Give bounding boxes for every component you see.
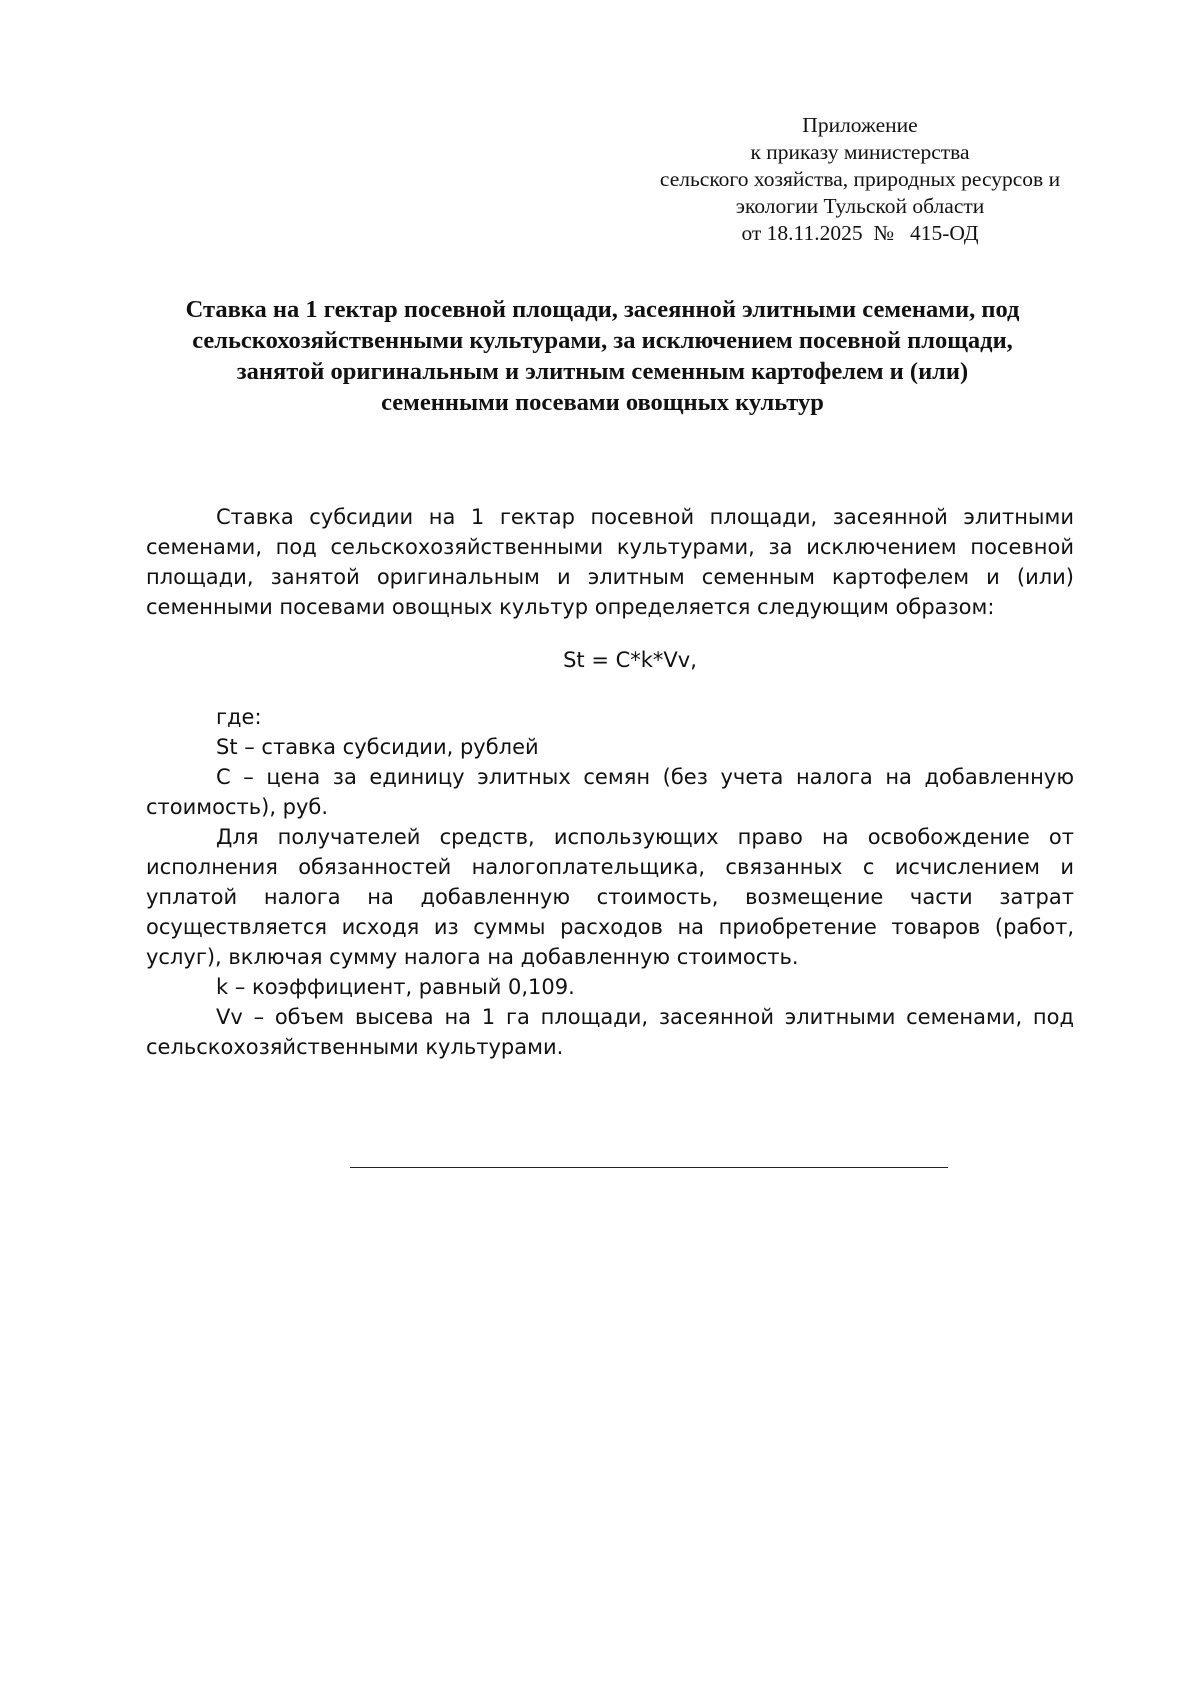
definition-vv: Vv – объем высева на 1 га площади, засеянной элитными семенами, под сельскохозяйственными культурами. bbox=[146, 1005, 1074, 1059]
definition-c: C – цена за единицу элитных семян (без учета налога на добавленную стоимость), руб. bbox=[146, 765, 1074, 819]
intro-paragraph: Ставка субсидии на 1 гектар посевной площади, засеянной элитными семенами, под сельскохозяйственными культурами, за исключением посевной площади, занятой оригинальным и элитным семенным картофелем и (или) семенными посевами овощных культур определяется следующим образом: bbox=[146, 505, 1074, 619]
document-title bbox=[130, 294, 1075, 418]
where-label: где: bbox=[216, 705, 262, 729]
appendix-order-reference: от 18.11.2025 № 415-ОД bbox=[741, 221, 979, 245]
title-line: сельскохозяйственными культурами, за исключением посевной площади, bbox=[192, 327, 1013, 354]
appendix-header bbox=[620, 112, 1100, 247]
definition-st: St – ставка субсидии, рублей bbox=[216, 735, 539, 759]
title-line: занятой оригинальным и элитным семенным картофелем и (или) bbox=[236, 358, 969, 385]
title-line: семенными посевами овощных культур bbox=[381, 389, 824, 416]
vat-note-paragraph: Для получателей средств, использующих право на освобождение от исполнения обязанностей налогоплательщика, связанных с исчислением и уплатой налога на добавленную стоимость, возмещение части затрат осуществляется исходя из суммы расходов на приобретение товаров (работ, услуг), включая сумму налога на добавленную стоимость. bbox=[146, 825, 1074, 969]
appendix-line: экологии Тульской области bbox=[735, 194, 985, 218]
appendix-line: Приложение bbox=[802, 113, 918, 137]
appendix-line: сельского хозяйства, природных ресурсов и bbox=[659, 167, 1061, 191]
appendix-line: к приказу министерства bbox=[750, 140, 970, 164]
definition-k: k – коэффициент, равный 0,109. bbox=[216, 975, 575, 999]
document-body bbox=[146, 502, 1074, 1062]
title-line: Ставка на 1 гектар посевной площади, засеянной элитными семенами, под bbox=[185, 296, 1020, 323]
closing-rule bbox=[350, 1167, 948, 1168]
formula: St = C*k*Vv, bbox=[563, 648, 697, 672]
